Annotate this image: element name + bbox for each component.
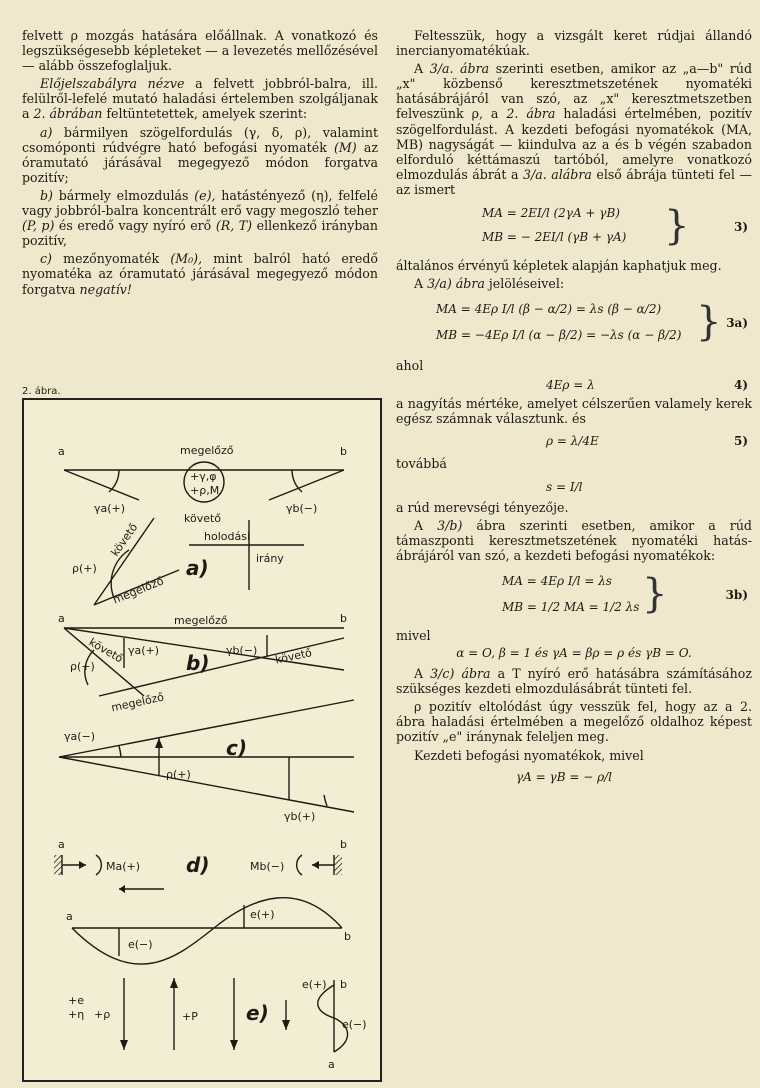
paragraph-assumption: Feltesszük, hogy a vizsgált keret rúdjai állandó inercianyomatékúak. [396, 28, 752, 59]
left-column [22, 28, 378, 300]
fig-e-pos: e(+) [250, 908, 275, 921]
eq3a-brace: } [696, 299, 722, 346]
paragraph-general: általános érvényű képletek alapján kaphatjuk meg. [396, 258, 722, 274]
paragraph-stiffness: a rúd merevségi tényezője. [396, 499, 569, 515]
fig-Mb: Mb(−) [250, 860, 285, 873]
fig-label-a-b: a [58, 612, 65, 625]
paragraph-rho-shift: ρ pozitív eltolódást úgy vesszük fel, hogy az a 2. ábra haladási értelmében a megelőző oldalhoz képest pozitív „e" iránynak feleljen meg. [396, 699, 752, 745]
eq3-line1: MA = 2EI/l (2γA + γB) [482, 206, 620, 221]
fig-label-b-b: b [340, 612, 347, 625]
fig-label-b-e2: b [340, 978, 347, 991]
fig-label-b-e: b [344, 930, 351, 943]
equation-4 [396, 376, 752, 396]
eq-s-body: s = I/l [546, 479, 583, 494]
paragraph-3a-case: A 3/a. ábra szerinti esetben, amikor az „a—b" rúd „x" közbenső keresztmetszetének nyomatéki hatásábrájáról van szó, az „x" keresztmetszetben felveszünk ρ, a 2. ábra haladási értelmében, pozitív szögelfordulást. A kezdeti befogási nyomatékok (MA, MB) nagyságát — kiindulva az a és b végén szabadon elforduló kéttámaszú tartóból, amelyre vonatkozó elmozdulás ábrát a 3/a. alábra első ábrája tünteti fel — az ismert [396, 61, 753, 197]
paragraph-3c-case: A 3/c) ábra a T nyíró erő hatásábra számításához szükséges kezdeti elmozdulásábrát tünteti fel. [396, 666, 752, 697]
fig-section-c: c) [226, 736, 247, 760]
eq3a-number: 3a) [726, 316, 748, 331]
fig-label-a-e: a [66, 910, 73, 923]
fig-label-b-top: b [340, 445, 347, 458]
word-tovabba: továbbá [396, 455, 447, 471]
fig-section-d: d) [186, 853, 210, 877]
paragraph-initial-moments: Kezdeti befogási nyomatékok, mivel [414, 747, 644, 763]
fig-label-a-e2: a [328, 1058, 335, 1071]
paragraph-3a-marks: A 3/a) ábra jelöléseivel: [414, 276, 565, 292]
fig-holodasi: holodási [204, 530, 250, 543]
eq4-number: 4) [733, 378, 748, 393]
rule-a: a) bármilyen szögelfordulás (γ, δ, ρ), valamint csomóponti rúdvégre ható befogási nyomaték (M) az óramutató járásával megegyező módon forgatva pozitív; [22, 124, 378, 185]
fig-e-pos-2: e(+) [302, 978, 327, 991]
word-mivel: mivel [396, 627, 431, 643]
fig-koveto-rot: követő [108, 520, 141, 559]
right-column [396, 28, 752, 790]
equation-5 [396, 430, 752, 456]
fig-megelozo-top: megelőző [180, 444, 234, 457]
fig-megelozo-b-bottom: megelőző [110, 690, 166, 715]
sign-rules-lead: Előjelszabályra nézve [40, 76, 185, 92]
eq3-line2: MB = − 2EI/l (γB + γA) [482, 230, 627, 245]
fig-rho-pos-b: ρ(+) [70, 660, 95, 673]
eq3-brace: } [664, 203, 690, 250]
fig-circle-line2: +ρ,M [190, 484, 220, 497]
fig-label-a-top: a [58, 445, 65, 458]
fig-e-neg-2: e(−) [342, 1018, 367, 1031]
fig-plus-eta: +η [68, 1008, 85, 1021]
fig-rho-pos-1: ρ(+) [72, 562, 97, 575]
eq3a-line2: MB = −4Eρ I/l (α − β/2) = −λs (α − β/2) [436, 328, 682, 343]
fig-koveto-b-left: követő [86, 635, 126, 666]
fig-koveto-b-right: követő [274, 646, 314, 667]
eq5-body: ρ = λ/4E [546, 433, 599, 448]
rule-b: b) bármely elmozdulás (e), hatástényező (η), felfelé vagy jobbról-balra koncentrált erő vagy megoszló teher (P, p) és eredő vagy nyíró erő (R, T) ellenkező irányban pozitív, [22, 187, 379, 249]
eq3b-line1: MA = 4Eρ I/l = λs [502, 573, 612, 588]
figure-2 [22, 398, 382, 1082]
fig-gamma-a-pos: γa(+) [94, 502, 126, 515]
eq4-body: 4Eρ = λ [546, 378, 595, 393]
eq-last-body: γA = γB = − ρ/l [516, 769, 612, 784]
paragraph-scale: a nagyítás mértéke, amelyet célszerűen valamely kerek egész számnak választunk. és [396, 396, 752, 427]
fig-irany: irány [256, 552, 284, 565]
fig-gamma-a-pos-b: γa(+) [128, 644, 160, 657]
fig-gamma-b-neg: γb(−) [286, 502, 318, 515]
eq3-number: 3) [733, 220, 748, 235]
eq5-number: 5) [733, 433, 748, 448]
paragraph-intro: felvett ρ mozgás hatására előállnak. A vonatkozó és legszükségesebb képleteket — a levezetés mellőzésével — alább összefoglaljuk. [22, 28, 379, 74]
fig-megelozo-rot: megelőző [110, 574, 166, 607]
fig-circle-line1: +γ,φ [190, 470, 217, 483]
fig-plus-P: +P [182, 1010, 198, 1023]
equation-mivel: α = O, β = 1 és γA = βρ = ρ és γB = O. [456, 646, 692, 661]
word-ahol: ahol [396, 358, 424, 374]
fig-koveto-top: követő [184, 512, 222, 525]
fig-gamma-b-neg-b: γb(−) [226, 644, 258, 657]
fig-section-b: b) [186, 651, 210, 675]
eq3b-number: 3b) [725, 587, 748, 602]
rule-c: c) mezőnyomaték (M₀), mint balról ható eredő nyomatéka az óramutató járásával megegyező módon forgatva negatív! [22, 251, 378, 297]
figure-caption: 2. ábra. [22, 386, 61, 397]
fig-gamma-b-pos: γb(+) [284, 810, 316, 823]
equation-s [396, 474, 752, 500]
paragraph-3b-case: A 3/b) ábra szerinti esetben, amikor a rúd támaszponti keresztmetszetének nyomatéki hatás-ábrájáról van szó, a kezdeti befogási nyomatékok: [396, 517, 752, 563]
eq3b-brace: } [642, 570, 668, 617]
equation-3b [396, 566, 752, 628]
figure-2-drawing [24, 400, 380, 1080]
paragraph-sign-rules: Előjelszabályra nézve a felvett jobbról-balra, ill. felülről-lefelé mutató haladási értelemben szolgáljanak a 2. ábrában feltüntetettek, amelyek szerint: [22, 76, 378, 122]
fig-section-a: a) [186, 556, 209, 580]
equation-3 [396, 200, 752, 258]
fig-e-neg: e(−) [128, 938, 153, 951]
fig-section-e: e) [246, 1001, 269, 1025]
fig-label-a-d: a [58, 838, 65, 851]
fig-plus-rho: +ρ [94, 1008, 111, 1021]
eq3a-line1: MA = 4Eρ I/l (β − α/2) = λs (β − α/2) [436, 302, 662, 317]
equation-last [396, 766, 752, 790]
fig-rho-pos-c: ρ(+) [166, 768, 191, 781]
fig-megelozo-b: megelőző [174, 614, 228, 627]
fig-Ma: Ma(+) [106, 860, 141, 873]
equation-3a [396, 294, 752, 358]
fig-plus-e: +e [68, 994, 84, 1007]
fig-label-b-d: b [340, 838, 347, 851]
eq3b-line2: MB = 1/2 MA = 1/2 λs [502, 599, 640, 614]
fig-gamma-a-neg: γa(−) [64, 730, 96, 743]
